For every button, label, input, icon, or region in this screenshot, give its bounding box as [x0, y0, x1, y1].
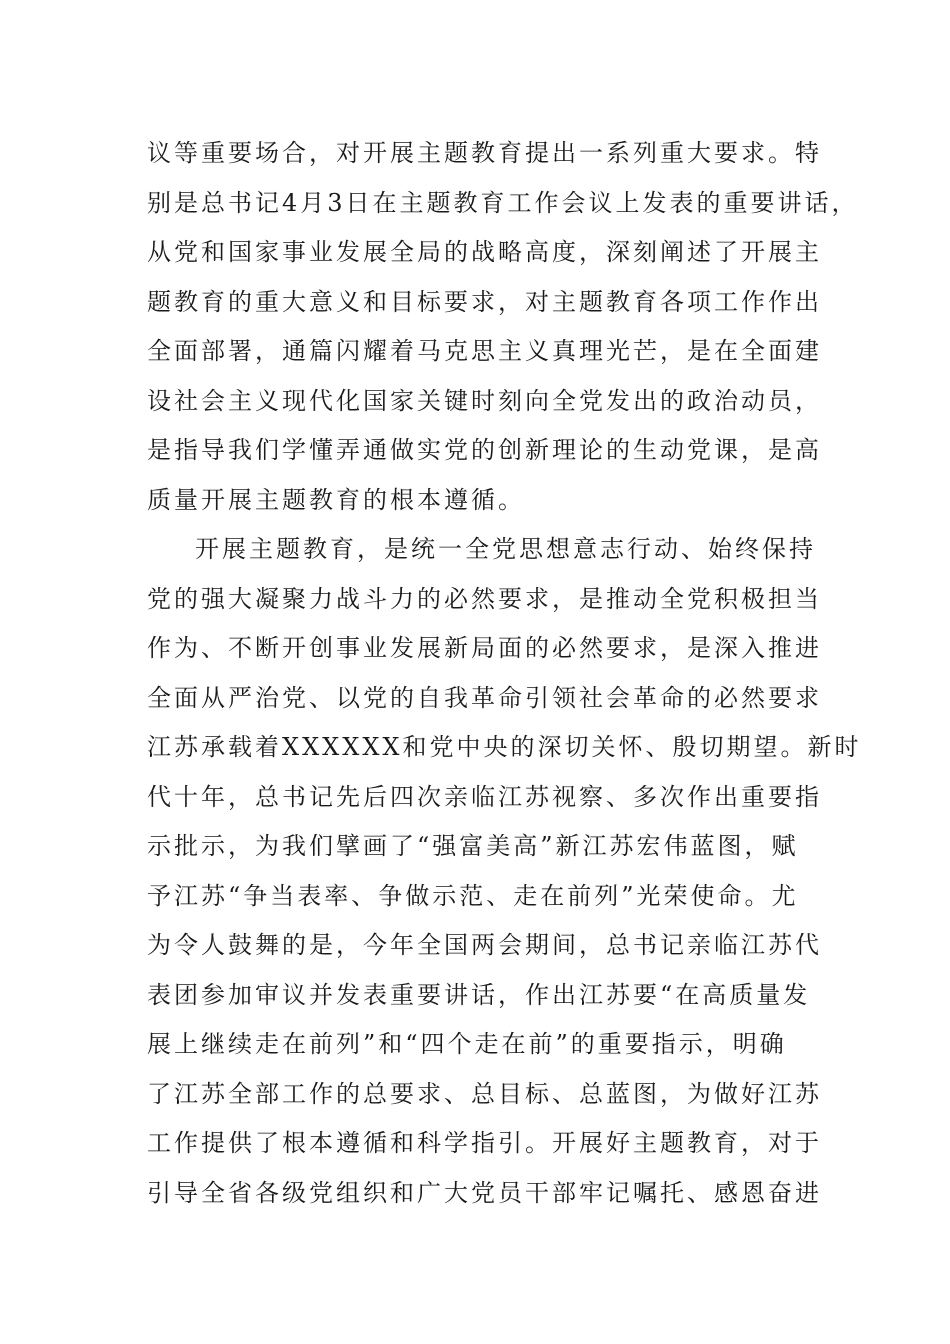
text-line: 展上继续走在前列”和“四个走在前”的重要指示，明确: [147, 1030, 787, 1058]
text-line: 党的强大凝聚力战斗力的必然要求，是推动全党积极担当: [147, 585, 822, 613]
text-line: 代十年，总书记先后四次亲临江苏视察、多次作出重要指: [147, 783, 822, 811]
text-line: 从党和国家事业发展全局的战略高度，深刻阐述了开展主: [147, 238, 822, 266]
paragraph-first-line: 开展主题教育，是统一全党思想意志行动、始终保持: [195, 535, 816, 563]
text-line: 质量开展主题教育的根本遵循。: [147, 486, 525, 514]
text-line: 予江苏“争当表率、争做示范、走在前列”光荣使命。尤: [147, 882, 799, 910]
text-line: 别是总书记4月3日在主题教育工作会议上发表的重要讲话，: [147, 189, 859, 217]
text-line: 工作提供了根本遵循和科学指引。开展好主题教育，对于: [147, 1129, 822, 1157]
text-line: 全面从严治党、以党的自我革命引领社会革命的必然要求: [147, 684, 822, 712]
text-line: 作为、不断开创事业发展新局面的必然要求，是深入推进: [147, 634, 822, 662]
text-line: 表团参加审议并发表重要讲话，作出江苏要“在高质量发: [147, 981, 811, 1009]
text-line: 议等重要场合，对开展主题教育提出一系列重大要求。特: [147, 139, 822, 167]
text-line: 引导全省各级党组织和广大党员干部牢记嘱托、感恩奋进: [147, 1179, 822, 1207]
text-line: 为令人鼓舞的是，今年全国两会期间，总书记亲临江苏代: [147, 931, 822, 959]
text-line: 是指导我们学懂弄通做实党的创新理论的生动党课，是高: [147, 436, 822, 464]
text-line: 题教育的重大意义和目标要求，对主题教育各项工作作出: [147, 288, 822, 316]
text-line: 江苏承载着XXXXXX和党中央的深切关怀、殷切期望。新时: [147, 733, 862, 761]
text-line: 设社会主义现代化国家关键时刻向全党发出的政治动员，: [147, 387, 822, 415]
text-line: 全面部署，通篇闪耀着马克思主义真理光芒，是在全面建: [147, 337, 822, 365]
text-line: 示批示，为我们擘画了“强富美高”新江苏宏伟蓝图，赋: [147, 832, 799, 860]
text-line: 了江苏全部工作的总要求、总目标、总蓝图，为做好江苏: [147, 1080, 822, 1108]
